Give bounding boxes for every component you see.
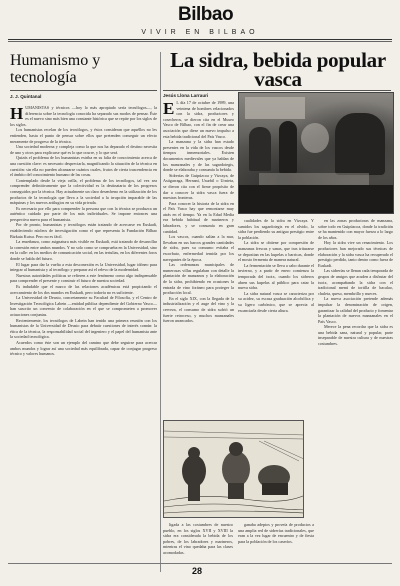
paragraph: Recientemente, los tecnólogos de Labein han tenido una primera reunión con los humanistas de la Universidad de Deusto para debatir cuestiones de interés común: la ética de la técnica, la responsabilidad social del ingeniero y el papel del humanista ante la sociedad tecnológica. (10, 317, 157, 340)
paragraph: Merece la pena recordar que la sidra es una bebida sana, natural y popular, parte inseparable de nuestra cultura y de nuestras costumbres. (318, 324, 393, 347)
column-divider (160, 52, 161, 572)
left-title-rule (10, 90, 157, 91)
paragraph: En el siglo XIX, con la llegada de la industrialización y el auge del vino y la cerveza, el consumo de sidra sufrió un fuerte retroceso, y muchos manzanales fueron arrancados. (163, 295, 234, 324)
paragraph: Contemplado desde la vieja orilla, el problema de los tecnólogos, tal vez sea comprender definitivamente que la colectividad es la destinataria de los progresos conseguidos por la técnica. Hay actualmente un claro desenfreno en la utilización de los productos de la tecnología que lleva a la sociedad a la irrupción imparable de las máquinas y los nuevos artilugios en su vida privada. (10, 177, 157, 206)
engraving-illustration (163, 420, 304, 518)
masthead-subtitle: VIVIR EN BILBAO (141, 29, 259, 36)
paragraph: La sidra se obtiene por compresión de manzanas frescas y sanas, que tras triturarse se depositan en las kupelas o barricas, donde el mosto fermenta de manera natural. (238, 240, 314, 263)
right-article-column-3 (318, 218, 393, 558)
masthead-rule-thin (8, 41, 392, 42)
paragraph: La manzana y la sidra han estado presentes en la vida de los vascos desde tiempos inmemoriales. Existen documentos medievales que ya hablan de los manzanales y de las sagardotegis, donde se elaboraba y consumía la bebida. (163, 139, 234, 173)
paragraph: Una sociedad moderna y compleja como la que nos ha deparado el destino necesita de uno y otros para explicarse qué es lo que ocurre, y lo que será. (10, 144, 157, 155)
paragraph: Hoy la sidra vive un renacimiento. Los productores han mejorado sus técnicas de elaboración y la sidra vasca ha recuperado el prestigio perdido, tanto dentro como fuera de Euskadi. (318, 240, 393, 268)
masthead-logo: Bilbao (178, 4, 234, 25)
paragraph: El lugar para dar la vuelta a esta desconexión es la Universidad, lugar idóneo para integrar al humanista y al tecnólogo y preparar así el relevo de la modernidad. (10, 261, 157, 273)
dropcap-letter: H (10, 105, 24, 123)
left-article-byline: J. J. Quintanal (10, 94, 42, 99)
paragraph: L día 17 de octubre de 1989, una veintena de hombres relacionados con la sidra, productores y cosecheros, se dieron cita en el Museo Vasco de Bilbao, con el fin de crear una asociación que diese un nuevo impulso a esta bebida tradicional del País Vasco. (163, 100, 234, 139)
paragraph: Nuestras autoridades políticas se refieren a este fenómeno como algo indispensable para comprender el presente y construir el futuro de nuestra sociedad. (10, 272, 157, 284)
right-title-rule (163, 90, 391, 91)
paragraph: Es indudable que el marco de las relaciones académicas está propiciando el acercamiento de los dos mundos en Euskadi, pero todavía no es suficiente. (10, 284, 157, 295)
paragraph: La Universidad de Deusto, concretamente su Facultad de Filosofía, y el Centro de Investigación Tecnológica Labein —entidad pública dependiente del Gobierno Vasco— han suscrito un convenio de colaboración en el que se comprometen a promover actuaciones conjuntas. (10, 295, 157, 317)
paragraph: en las zonas productoras de manzana, sobre todo en Guipúzcoa, donde la tradición se ha mantenido con mayor fuerza a lo largo de los años. (318, 218, 393, 240)
engraving-drawing (164, 421, 304, 518)
paragraph: ligada a las costumbres de nuestro pueblo, en los siglos XVII y XVIII la sidra era considerada la bebida de los pobres, de los labradores y marineros, mientras el vino quedaba para las clases acomodadas. (163, 522, 233, 555)
paragraph: Quizás el problema de los humanistas estriba en su falta de conocimiento acerca de una cuestión clave: es necesario despreciarla, magnificando la situación de la técnica en cuestión: sin ella no pueden alcanzarse cuántos cuales, frutos de cierta trascendencia en el ámbito del conocimiento humano de las cosas. (10, 155, 157, 178)
masthead-rule (8, 39, 392, 40)
footer-rule (8, 563, 392, 564)
paragraph: La fermentación se lleva a cabo durante el invierno, y a partir de enero comienza la temporada del txotx, cuando los sidreros abren sus kupelas al público para catar la nueva sidra. (238, 262, 314, 291)
paragraph: Las sidrerías se llenan cada temporada de grupos de amigos que acuden a disfrutar del txotx, acompañando la sidra con el tradicional menú de tortilla de bacalao, chuleta, queso, membrillo y nueces. (318, 268, 393, 296)
paragraph: La nueva asociación pretende además impulsar la denominación de origen, garantizar la calidad del producto y fomentar la plantación de nuevos manzanales en el País Vasco. (318, 296, 393, 324)
paragraph: ganaba adeptos y proveía de productos a una amplia red de sidrerías tradicionales, que eran a la vez lugar de encuentro y de fiesta para la población de los caseríos. (238, 522, 314, 544)
paragraph: Acuerdos como éste son un ejemplo del camino que debe seguirse para acercar ambos mundos y lograr así una sociedad más equilibrada, capaz de conjugar progreso técnico y valores humanos. (10, 339, 157, 357)
paragraph: La enseñanza, como asignatura más visible en Euskadi, está tratando de desarrollar la conexión entre ambos mundos. Y no solo como se comprueba en la Universidad, sino en la calle: en los medios de comunicación social, en las tertulias, en los diferentes foros donde se habla del futuro. (10, 239, 157, 262)
paragraph: Sidrerías de Guipúzcoa y Vizcaya, de Astigarraga, Hernani, Usurbil o Urnieta, se dieron cita con el firme propósito de dar a conocer la sidra vasca fuera de nuestras fronteras. (163, 172, 234, 201)
paragraph: Las ordenanzas municipales de numerosas villas regulaban con detalle la plantación de manzanos y la elaboración de la sidra, prohibiendo en ocasiones la entrada de vino foráneo para proteger la producción local. (163, 262, 234, 296)
right-article-column-1 (163, 100, 234, 414)
left-article-body (10, 105, 157, 569)
right-article-bottom-column-1 (163, 522, 233, 562)
paragraph: UMANISTAS y técnicos —hoy lo más apropiado sería tecnólogos—, la diferencia sobre la tecnología conocida ha separado sus modos de pensar. Éste es el nuevo sino más bien una constante histórica que se repite por los siglos de los siglos. (10, 105, 157, 127)
right-article-byline: Jesús Llona Larrauri (163, 93, 209, 98)
paragraph: Por de pronto, humanistas y tecnólogos están tratando de acercarse en Euskadi, estableciendo núcleos de investigación como el que representa la Fundación Bilbao Bizkaia Kutxa. Pero no es fácil. (10, 222, 157, 239)
dropcap-letter: E (163, 100, 175, 118)
cider-house-photo (238, 92, 394, 214)
left-article (10, 52, 157, 569)
paragraph: cualidades de la sidra en Vizcaya. Y sumidos los sagardotegis en el olvido, la sidra fue perdiendo su antiguo prestigio entre la población. (238, 218, 314, 240)
paragraph: La sidra natural vasca se caracteriza por su acidez, su escasa graduación alcohólica y su ligero carbónico, que se aprecia al escanciarla desde cierta altura. (238, 290, 314, 313)
paragraph: Los vascos, cuando salían a la mar, llevaban en sus barcos grandes cantidades de sidra, pues su consumo evitaba el escorbuto, enfermedad temida por los navegantes de la época. (163, 234, 234, 262)
right-article-title: La sidra, bebida popular vasca (170, 48, 386, 91)
left-article-title: Humanismo y tecnología (10, 52, 101, 86)
right-article-bottom-column-2 (238, 522, 314, 562)
paragraph: Es necesario por ello para comprender la persona que con la técnica se produzca un auténtico cuidado por parte de los más individuales. Se impone entonces una perspectiva nueva para el humanista. (10, 205, 157, 222)
paragraph: Los humanistas recelan de los tecnólogos, y éstos consideran que aquéllos no les entienden, hasta el punto de pensar sobre ellos que pretenden conseguir un efecto meramente de progreso de la técnica. (10, 127, 157, 144)
page-number: 28 (192, 566, 203, 576)
paragraph: Para conocer la historia de la sidra en el País Vasco hay que remontarse muy atrás en el tiempo. Ya en la Edad Media era bebida habitual de marineros y labradores, y se consumía en gran cantidad. (163, 200, 234, 234)
